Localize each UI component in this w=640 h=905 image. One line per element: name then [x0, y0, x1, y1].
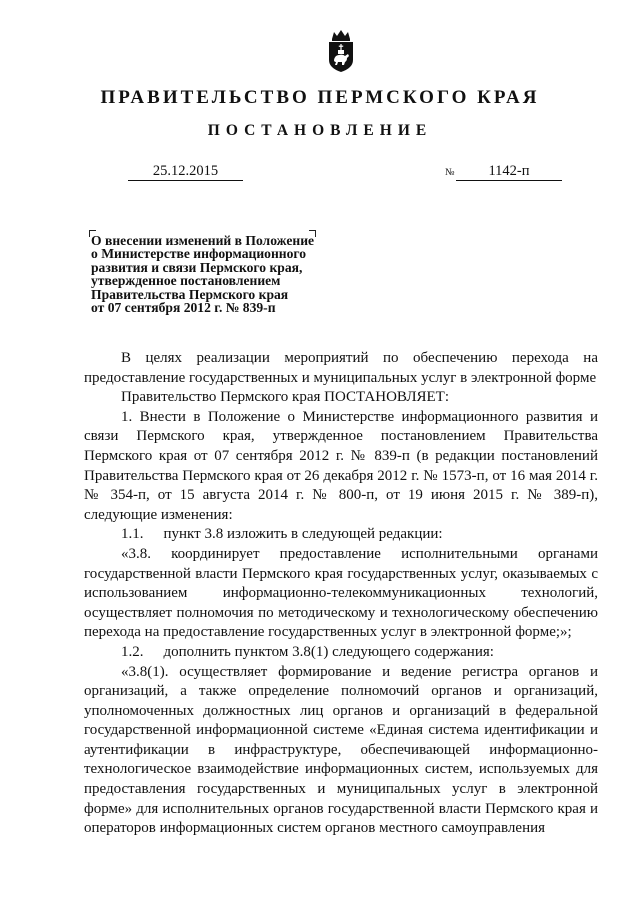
- clause-3-8-quote: «3.8. координирует предоставление исполнительными органами государственной власти Пермского края государственных услуг, оказываемых с использованием информационно-телекоммуникационных технологий, осуществляет полномочия по методическому и технологическому обеспечению перехода на предоставление государственных услуг в электронной форме;»;: [84, 545, 598, 641]
- clause-1-1-text: пункт 3.8 изложить в следующей редакции:: [163, 526, 443, 543]
- government-title: ПРАВИТЕЛЬСТВО ПЕРМСКОГО КРАЯ: [100, 87, 540, 108]
- preamble-paragraph: В целях реализации мероприятий по обеспечению перехода на предоставление государственных и муниципальных услуг в электронной форме: [84, 350, 598, 386]
- resolution-statement: Правительство Пермского края ПОСТАНОВЛЯЕТ:: [121, 389, 450, 406]
- perm-krai-coat-of-arms-icon: [327, 30, 355, 72]
- document-subject: О внесении изменений в Положение о Министерстве информационного развития и связи Пермского края, утвержденное постановлением Правительства Пермского края от 07 сентября 2012 г. № 839-п: [91, 233, 315, 316]
- clause-3-8-1-quote: «3.8(1). осуществляет формирование и ведение регистра органов и организаций, а также определение полномочий органов и организаций, уполномоченных должностных лиц органов и организаций в федеральной государственной информационной системе «Единая система идентификации и аутентификации в инфраструктуре, обеспечивающей информационно-технологическое взаимодействие информационных систем, используемых для предоставления государственных и муниципальных услуг в электронной форме» для исполнительных органов государственной власти Пермского края и операторов информационных систем органов местного самоуправления: [84, 663, 598, 837]
- clause-1-2-number: 1.2.: [121, 643, 144, 660]
- clause-1-2-paragraph: [84, 643, 598, 663]
- document-date: 25.12.2015: [128, 163, 243, 181]
- clause-1-1-number: 1.1.: [121, 526, 144, 543]
- document-type: ПОСТАНОВЛЕНИЕ: [207, 122, 433, 139]
- clause-1-1-paragraph: [84, 525, 598, 545]
- document-body: [84, 349, 598, 839]
- clause-1-paragraph: 1. Внести в Положение о Министерстве информационного развития и связи Пермского края, утвержденное постановлением Правительства Пермского края от 07 сентября 2012 г. № 839-п (в редакции постановлений Правительства Пермского края от 26 декабря 2012 г. № 1573-п, от 16 мая 2014 г. № 354-п, от 15 августа 2014 г. № 800-п, от 19 июня 2015 г. № 389-п), следующие изменения:: [84, 408, 598, 523]
- number-label: №: [445, 167, 455, 178]
- document-number: 1142-п: [456, 163, 562, 181]
- clause-1-2-text: дополнить пунктом 3.8(1) следующего содержания:: [163, 643, 494, 660]
